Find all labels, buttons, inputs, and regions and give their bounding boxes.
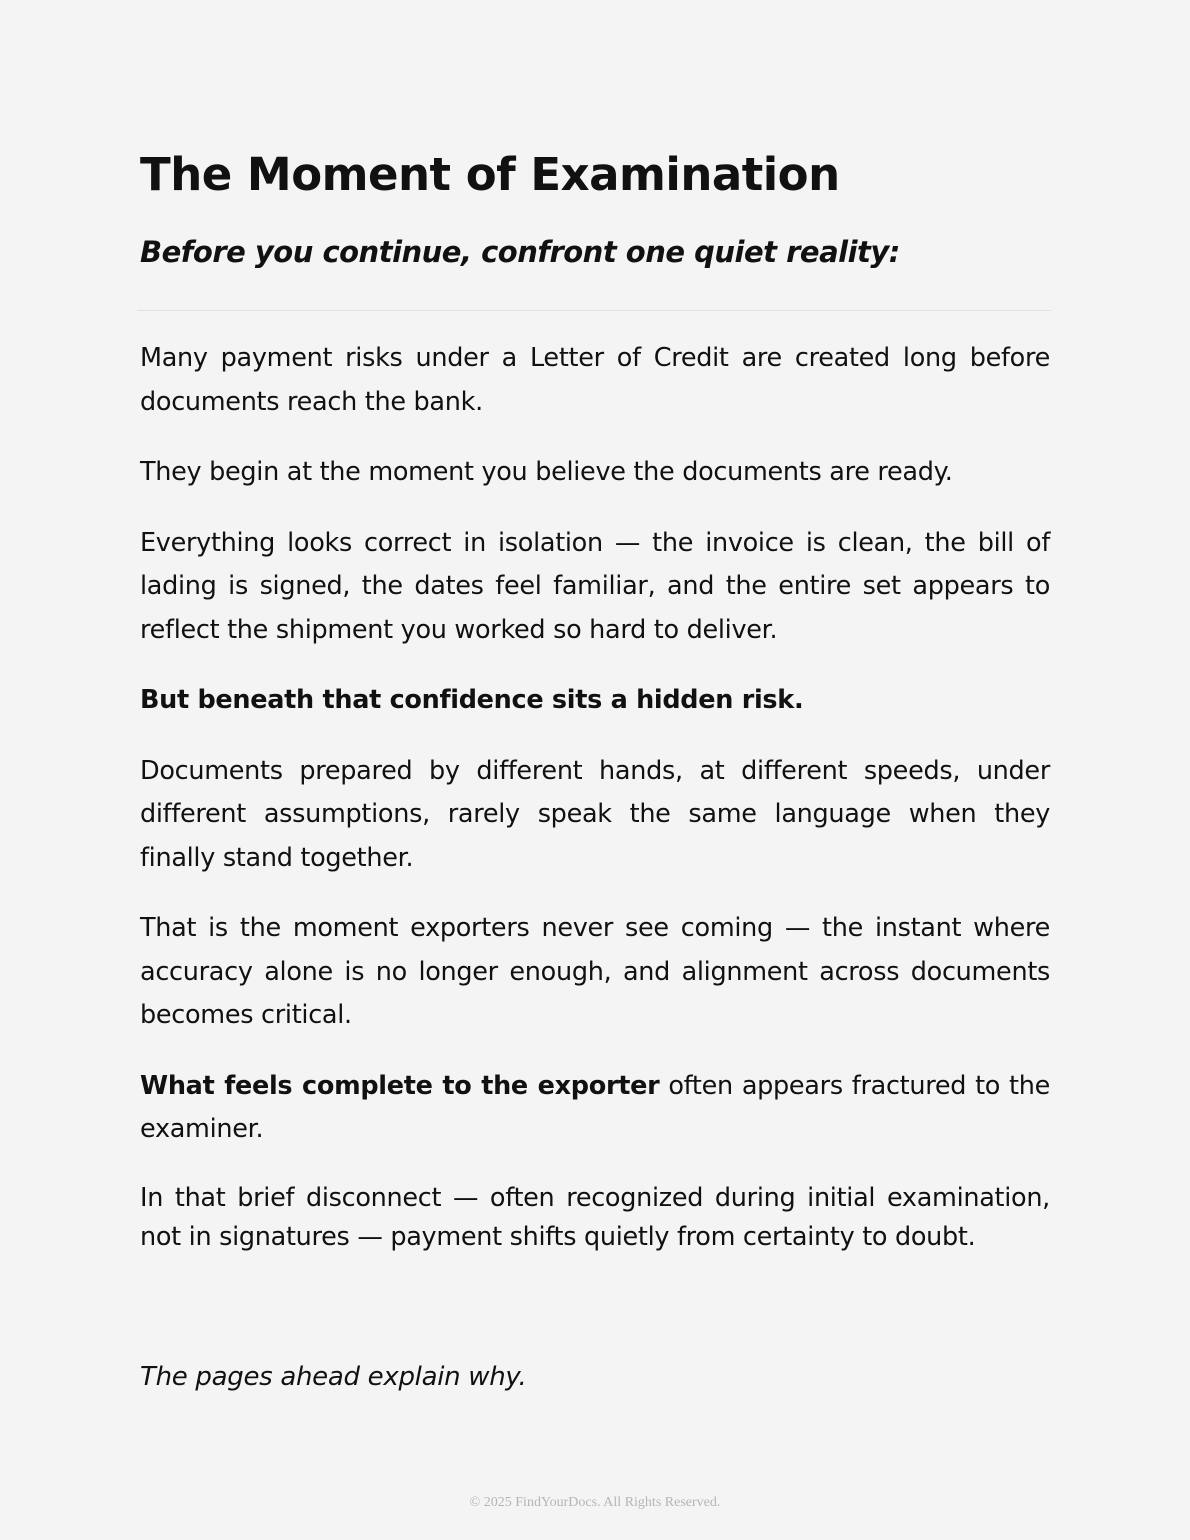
copyright-footer: © 2025 FindYourDocs. All Rights Reserved. — [469, 1495, 721, 1510]
document-page — [140, 0, 1050, 1540]
body-content — [140, 337, 1050, 1284]
paragraph-4-emphasis: But beneath that confidence sits a hidden risk. — [140, 685, 804, 715]
paragraph-2: They begin at the moment you believe the documents are ready. — [140, 457, 953, 487]
paragraph-1: Many payment risks under a Letter of Credit are created long before documents reach the bank. — [140, 343, 1050, 417]
paragraph-6: That is the moment exporters never see coming — the instant where accuracy alone is no longer enough, and alignment across documents becomes critical. — [140, 913, 1050, 1030]
paragraph-7-bold-lead: What feels complete to the exporter — [140, 1070, 660, 1101]
paragraph-7-rest: often appears fractured to the examiner. — [140, 1070, 1050, 1144]
paragraph-8: In that brief disconnect — often recognized during initial examination, not in signatures — payment shifts quietly from certainty to doubt. — [140, 1182, 1050, 1252]
page-title: The Moment of Examination — [140, 148, 840, 201]
section-divider — [137, 310, 1051, 311]
page-subtitle: Before you continue, confront one quiet reality: — [140, 235, 900, 269]
paragraph-5: Documents prepared by different hands, at different speeds, under different assumptions, rarely speak the same language when they finally stand together. — [140, 755, 1050, 873]
paragraph-7 — [140, 1065, 1050, 1152]
closing-line: The pages ahead explain why. — [140, 1362, 527, 1392]
paragraph-3: Everything looks correct in isolation — the invoice is clean, the bill of lading is signed, the dates feel familiar, and the entire set appears to reflect the shipment you worked so hard to deliver. — [140, 527, 1050, 645]
